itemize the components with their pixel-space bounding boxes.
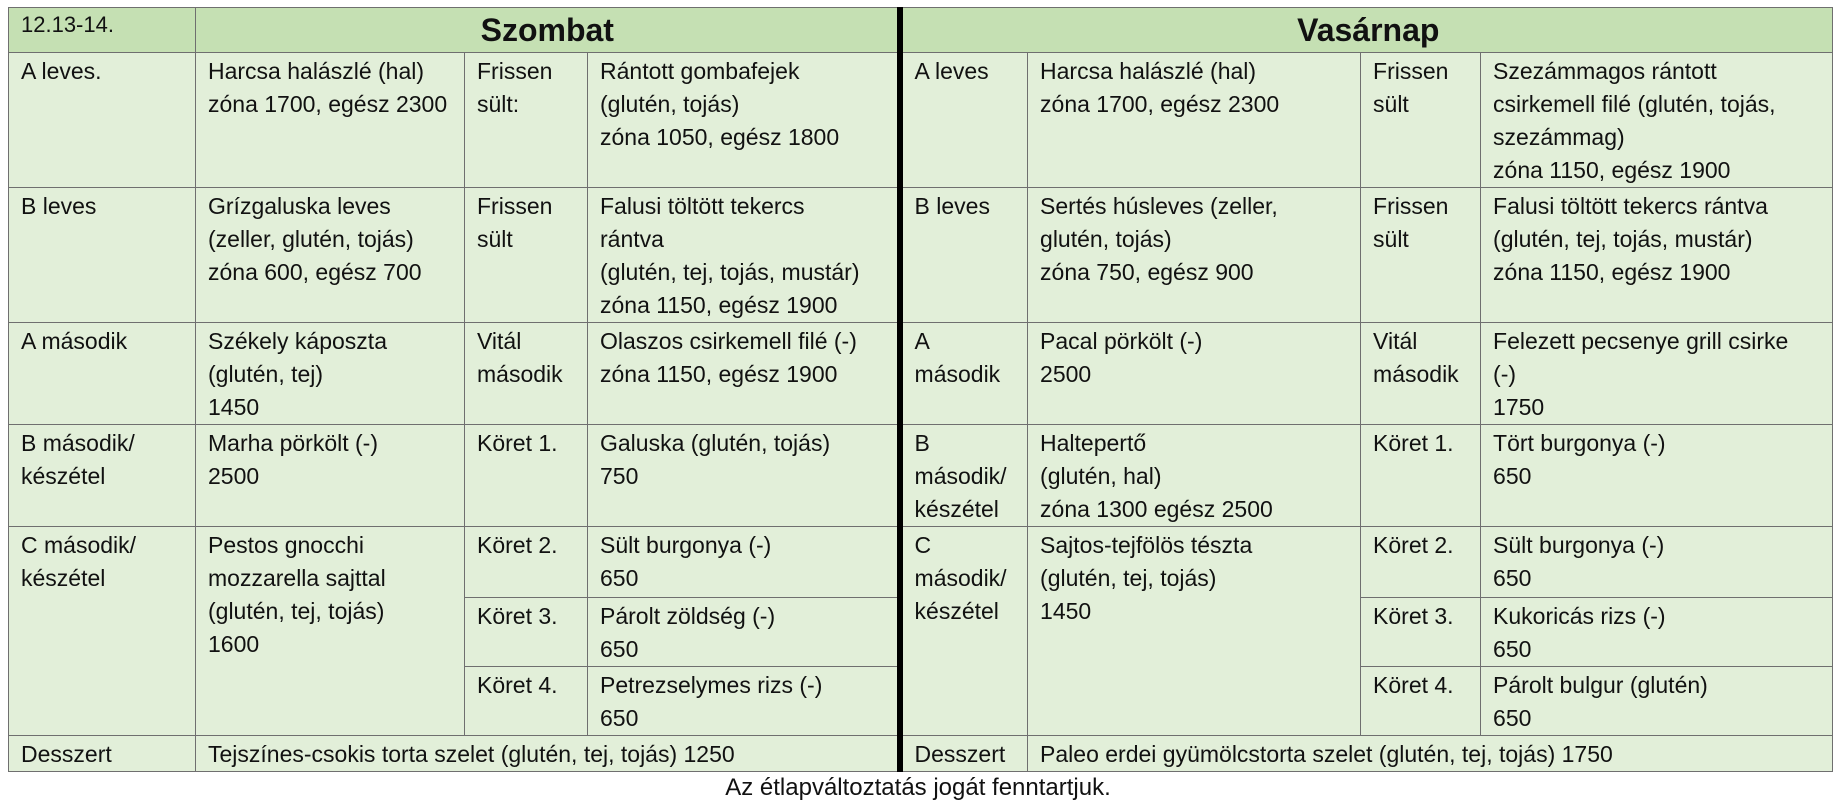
- sun-main-a-label: A második: [900, 323, 1028, 425]
- sun-vital-label: Vitál második: [1361, 323, 1481, 425]
- menu-row-main-b: [9, 425, 1833, 527]
- day-title-sunday: Vasárnap: [900, 8, 1833, 53]
- sat-vital-label: Vitál második: [465, 323, 588, 425]
- sun-main-c-dish: Sajtos-tejfölös tészta (glutén, tej, tojás) 1450: [1028, 527, 1361, 736]
- sat-side-4-label: Köret 4.: [465, 667, 588, 736]
- sun-main-b-label: B második/ készétel: [900, 425, 1028, 527]
- sat-side-3-dish: Párolt zöldség (-) 650: [588, 598, 900, 667]
- sat-side-2-dish: Sült burgonya (-) 650: [588, 527, 900, 598]
- sun-soup-b-dish: Sertés húsleves (zeller, glutén, tojás) zóna 750, egész 900: [1028, 188, 1361, 323]
- sun-soup-a-dish: Harcsa halászlé (hal) zóna 1700, egész 2300: [1028, 53, 1361, 188]
- sat-side-4-dish: Petrezselymes rizs (-) 650: [588, 667, 900, 736]
- sat-side-3-label: Köret 3.: [465, 598, 588, 667]
- sun-side-1-label: Köret 1.: [1361, 425, 1481, 527]
- sat-vital-dish: Olaszos csirkemell filé (-) zóna 1150, egész 1900: [588, 323, 900, 425]
- sun-fried-2-label: Frissen sült: [1361, 188, 1481, 323]
- sat-main-b-label: B második/ készétel: [9, 425, 196, 527]
- header-row: [9, 8, 1833, 53]
- sun-soup-b-label: B leves: [900, 188, 1028, 323]
- sun-main-b-dish: Haltepertő (glutén, hal) zóna 1300 egész 2500: [1028, 425, 1361, 527]
- menu-row-soup-a: [9, 53, 1833, 188]
- sat-dessert-label: Desszert: [9, 736, 196, 772]
- sun-side-3-dish: Kukoricás rizs (-) 650: [1481, 598, 1833, 667]
- menu-date: 12.13-14.: [9, 8, 196, 53]
- sat-side-1-dish: Galuska (glutén, tojás) 750: [588, 425, 900, 527]
- sun-fried-2-dish: Falusi töltött tekercs rántva (glutén, tej, tojás, mustár) zóna 1150, egész 1900: [1481, 188, 1833, 323]
- sat-main-a-label: A második: [9, 323, 196, 425]
- sun-side-2-dish: Sült burgonya (-) 650: [1481, 527, 1833, 598]
- sun-fried-1-label: Frissen sült: [1361, 53, 1481, 188]
- sun-fried-1-dish: Szezámmagos rántott csirkemell filé (glutén, tojás, szezámmag) zóna 1150, egész 1900: [1481, 53, 1833, 188]
- day-title-saturday: Szombat: [196, 8, 900, 53]
- sat-dessert-dish: Tejszínes-csokis torta szelet (glutén, tej, tojás) 1250: [196, 736, 900, 772]
- sun-dessert-label: Desszert: [900, 736, 1028, 772]
- sun-side-4-label: Köret 4.: [1361, 667, 1481, 736]
- sun-side-4-dish: Párolt bulgur (glutén) 650: [1481, 667, 1833, 736]
- sat-fried-1-label: Frissen sült:: [465, 53, 588, 188]
- sat-side-1-label: Köret 1.: [465, 425, 588, 527]
- menu-row-main-c: [9, 527, 1833, 598]
- sun-dessert-dish: Paleo erdei gyümölcstorta szelet (glutén, tej, tojás) 1750: [1028, 736, 1833, 772]
- sat-main-b-dish: Marha pörkölt (-) 2500: [196, 425, 465, 527]
- sat-main-c-label: C második/ készétel: [9, 527, 196, 736]
- menu-row-dessert: [9, 736, 1833, 772]
- menu-table: [8, 7, 1833, 772]
- sat-side-2-label: Köret 2.: [465, 527, 588, 598]
- sun-main-c-label: C második/ készétel: [900, 527, 1028, 736]
- sun-soup-a-label: A leves: [900, 53, 1028, 188]
- menu-row-soup-b: [9, 188, 1833, 323]
- sun-side-3-label: Köret 3.: [1361, 598, 1481, 667]
- sat-fried-2-label: Frissen sült: [465, 188, 588, 323]
- menu-row-main-a: [9, 323, 1833, 425]
- sat-main-c-dish: Pestos gnocchi mozzarella sajttal (glutén, tej, tojás) 1600: [196, 527, 465, 736]
- sat-soup-b-dish: Grízgaluska leves (zeller, glutén, tojás) zóna 600, egész 700: [196, 188, 465, 323]
- sun-side-2-label: Köret 2.: [1361, 527, 1481, 598]
- sat-soup-b-label: B leves: [9, 188, 196, 323]
- sat-soup-a-label: A leves.: [9, 53, 196, 188]
- sun-main-a-dish: Pacal pörkölt (-) 2500: [1028, 323, 1361, 425]
- footer-note: Az étlapváltoztatás jogát fenntartjuk.: [725, 774, 1111, 801]
- sat-fried-1-dish: Rántott gombafejek (glutén, tojás) zóna 1050, egész 1800: [588, 53, 900, 188]
- sun-side-1-dish: Tört burgonya (-) 650: [1481, 425, 1833, 527]
- sat-soup-a-dish: Harcsa halászlé (hal) zóna 1700, egész 2300: [196, 53, 465, 188]
- sat-main-a-dish: Székely káposzta (glutén, tej) 1450: [196, 323, 465, 425]
- sun-vital-dish: Felezett pecsenye grill csirke (-) 1750: [1481, 323, 1833, 425]
- sat-fried-2-dish: Falusi töltött tekercs rántva (glutén, tej, tojás, mustár) zóna 1150, egész 1900: [588, 188, 900, 323]
